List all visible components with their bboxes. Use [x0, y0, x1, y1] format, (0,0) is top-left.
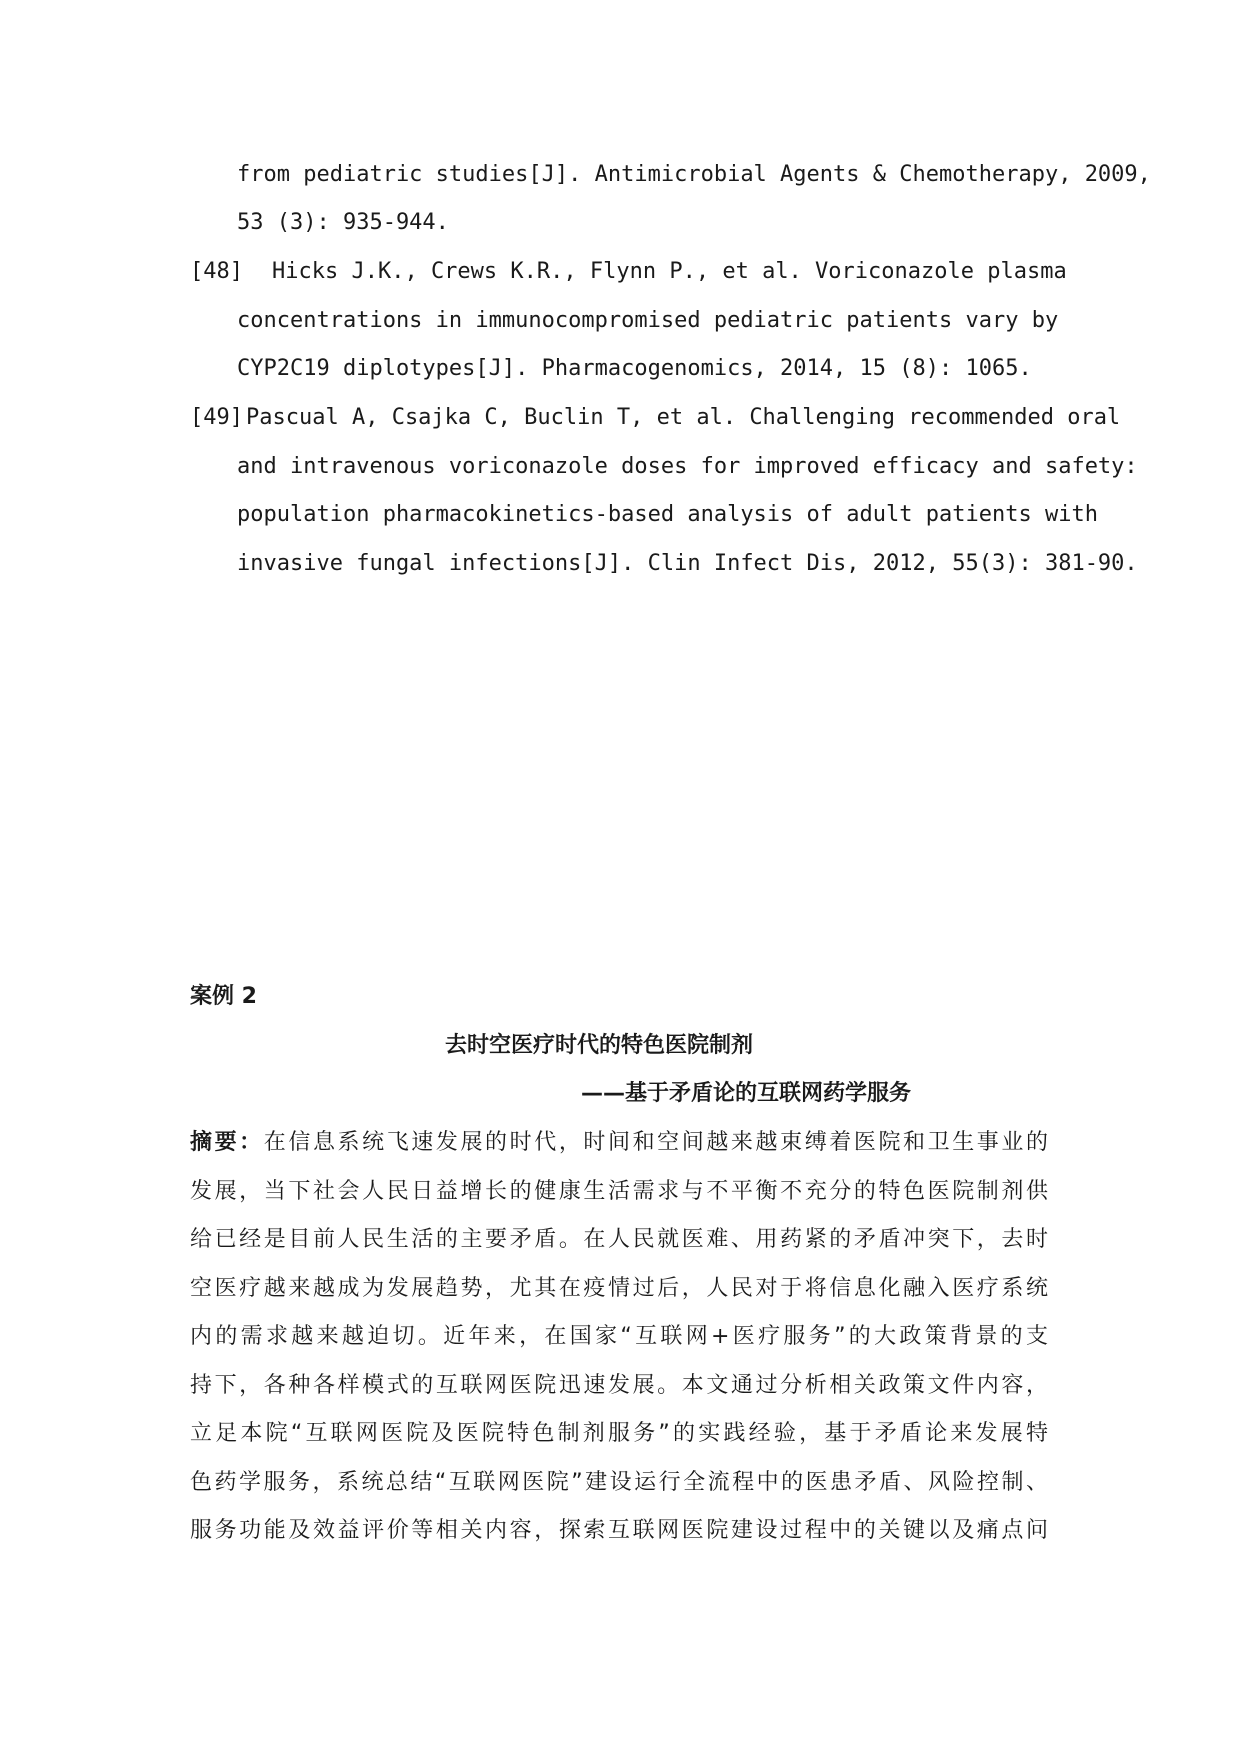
case-title: 去时空医疗时代的特色医院制剂 — [445, 1033, 754, 1058]
abstract-line-6: 持下，各种各样模式的互联网医院迅速发展。本文通过分析相关政策文件内容， — [190, 1373, 1048, 1398]
ref48-line-3: CYP2C19 diplotypes[J]. Pharmacogenomics, 2014, 15 (8): 1065. — [237, 356, 1032, 381]
ref47-line-1: from pediatric studies[J]. Antimicrobial Agents & Chemotherapy, 2009, — [237, 162, 1151, 187]
abstract-label: 摘要： — [190, 1130, 264, 1155]
abstract-line-8: 色药学服务，系统总结“互联网医院”建设运行全流程中的医患矛盾、风险控制、 — [190, 1470, 1048, 1495]
case-label: 案例 2 — [190, 984, 257, 1009]
abstract-line-4: 空医疗越来越成为发展趋势，尤其在疫情过后，人民对于将信息化融入医疗系统 — [190, 1276, 1048, 1301]
case-subtitle: ——基于矛盾论的互联网药学服务 — [581, 1081, 912, 1106]
abstract-line-7: 立足本院“互联网医院及医院特色制剂服务”的实践经验，基于矛盾论来发展特 — [190, 1421, 1048, 1446]
ref49-number: [49] — [190, 405, 243, 430]
abstract-line-2: 发展，当下社会人民日益增长的健康生活需求与不平衡不充分的特色医院制剂供 — [190, 1179, 1048, 1204]
ref48-number: [48] — [190, 259, 243, 284]
ref49-line-4: invasive fungal infections[J]. Clin Infect Dis, 2012, 55(3): 381-90. — [237, 551, 1138, 576]
ref49-line-3: population pharmacokinetics-based analysis of adult patients with — [237, 502, 1098, 527]
ref48-line-2: concentrations in immunocompromised pediatric patients vary by — [237, 308, 1059, 333]
ref47-line-2: 53 (3): 935-944. — [237, 210, 449, 235]
ref49-line-2: and intravenous voriconazole doses for improved efficacy and safety: — [237, 454, 1138, 479]
abstract-line-9: 服务功能及效益评价等相关内容，探索互联网医院建设过程中的关键以及痛点问 — [190, 1518, 1048, 1543]
ref48-line-1: Hicks J.K., Crews K.R., Flynn P., et al. Voriconazole plasma — [272, 259, 1067, 284]
abstract-line-3: 给已经是目前人民生活的主要矛盾。在人民就医难、用药紧的矛盾冲突下，去时 — [190, 1227, 1048, 1252]
abstract-line-1: 摘要：在信息系统飞速发展的时代，时间和空间越来越束缚着医院和卫生事业的 — [190, 1130, 1048, 1155]
ref49-line-1: Pascual A, Csajka C, Buclin T, et al. Challenging recommended oral — [246, 405, 1121, 430]
abstract-line-5: 内的需求越来越迫切。近年来，在国家“互联网+医疗服务”的大政策背景的支 — [190, 1324, 1048, 1349]
